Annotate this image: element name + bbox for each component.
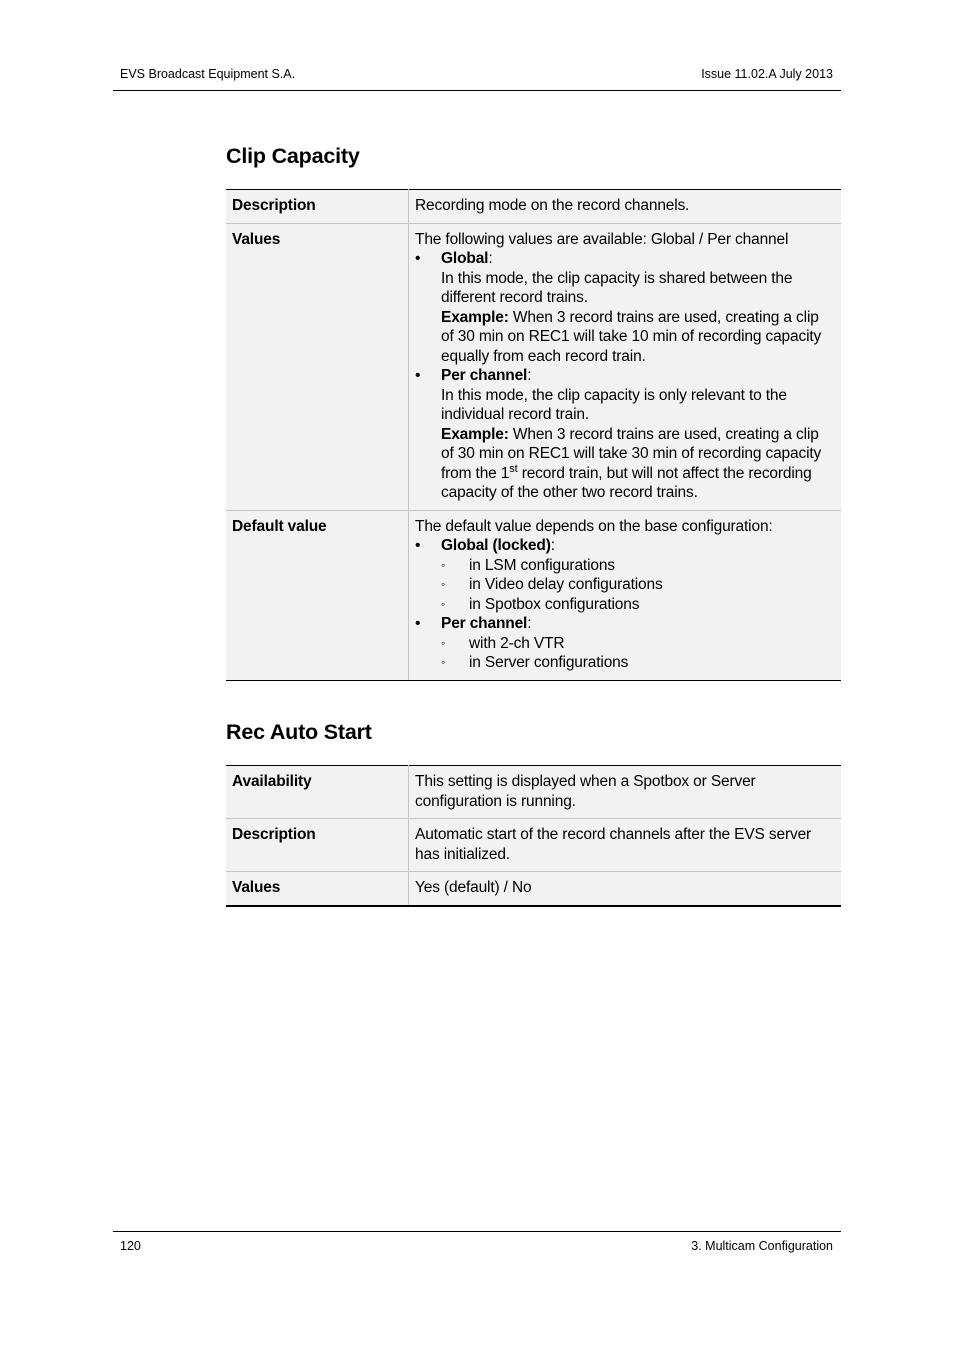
table-row [226, 510, 841, 680]
table-row [226, 223, 841, 510]
sub-list-item: ◦ in Server configurations [441, 653, 835, 673]
table-row [226, 872, 841, 906]
option-name: Per channel [441, 615, 528, 632]
example-text: When 3 record trains are used, creating a clip of 30 min on REC1 will take 30 min of recording capacity from the 1 [441, 425, 822, 482]
row-value [409, 510, 842, 680]
header-rule [113, 90, 841, 91]
row-value: This setting is displayed when a Spotbox or Server configuration is running. [409, 766, 842, 819]
row-value: Automatic start of the record channels after the EVS server has initialized. [409, 819, 842, 872]
option-name: Per channel [441, 367, 528, 384]
colon: : [527, 367, 532, 384]
option-name: Global [441, 250, 489, 267]
clip-capacity-table [226, 189, 841, 681]
option-text: In this mode, the clip capacity is only relevant to the individual record train. [441, 386, 787, 423]
header-company: EVS Broadcast Equipment S.A. [120, 67, 296, 81]
default-intro: The default value depends on the base configuration: [415, 517, 773, 535]
option-name: Global (locked) [441, 537, 551, 554]
example-label: Example: [441, 308, 509, 326]
colon: : [550, 537, 555, 554]
row-label: Description [226, 190, 409, 224]
sub-list [441, 634, 835, 673]
sub-list-item: ◦ in LSM configurations [441, 556, 835, 576]
table-row [226, 819, 841, 872]
row-value [409, 223, 842, 510]
superscript: st [509, 462, 518, 475]
option-example [441, 308, 835, 367]
row-label: Values [226, 872, 409, 906]
row-label: Values [226, 223, 409, 510]
page-number: 120 [120, 1239, 141, 1253]
header-issue: Issue 11.02.A July 2013 [701, 67, 833, 81]
list-item [415, 536, 835, 614]
values-list [415, 249, 835, 503]
colon: : [527, 615, 532, 632]
list-item [415, 249, 835, 366]
list-item [415, 614, 835, 673]
footer-chapter: 3. Multicam Configuration [691, 1239, 833, 1253]
sub-list-item: ◦ in Spotbox configurations [441, 595, 835, 615]
section-title-rec-auto-start: Rec Auto Start [226, 720, 372, 744]
option-example [441, 425, 835, 503]
row-label: Default value [226, 510, 409, 680]
example-text: record train, but will not affect the recording capacity of the other two record trains. [441, 464, 812, 501]
row-value: Yes (default) / No [409, 872, 842, 906]
option-text: In this mode, the clip capacity is shared between the different record trains. [441, 269, 793, 306]
row-label: Availability [226, 766, 409, 819]
colon: : [488, 250, 493, 267]
footer-rule [113, 1231, 841, 1232]
example-text: When 3 record trains are used, creating a clip of 30 min on REC1 will take 10 min of recording capacity equally from each record train. [441, 308, 822, 365]
sub-list-item: ◦ in Video delay configurations [441, 575, 835, 595]
section-title-clip-capacity: Clip Capacity [226, 144, 360, 168]
row-value: Recording mode on the record channels. [409, 190, 842, 224]
values-intro: The following values are available: Global / Per channel [415, 230, 789, 248]
sub-list-item: ◦ with 2-ch VTR [441, 634, 835, 654]
sub-list [441, 556, 835, 615]
example-label: Example: [441, 425, 509, 443]
default-list [415, 536, 835, 673]
table-row [226, 190, 841, 224]
row-label: Description [226, 819, 409, 872]
list-item [415, 366, 835, 503]
rec-auto-start-table [226, 765, 841, 907]
table-row [226, 766, 841, 819]
